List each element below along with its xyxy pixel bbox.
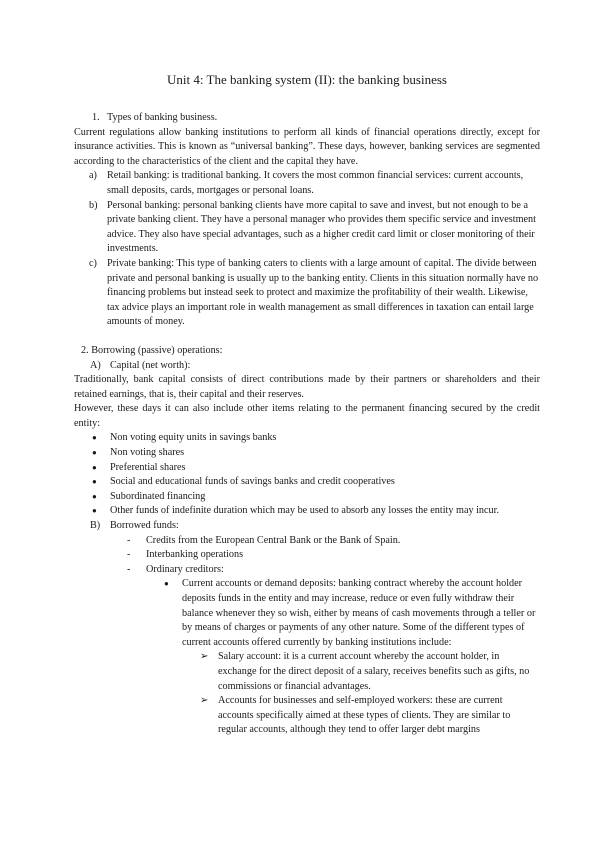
bullet-icon: ● <box>92 506 97 516</box>
list-marker: b) <box>89 199 98 211</box>
bullet-icon: ● <box>92 491 97 501</box>
dash-icon: - <box>127 549 131 561</box>
bullet-icon: ● <box>164 579 169 589</box>
list-item <box>74 461 540 476</box>
list-item <box>74 694 540 738</box>
bullet-icon: ● <box>92 448 97 458</box>
section1-intro: Current regulations allow banking institutions to perform all kinds of financial operations directly, except for insurance activities. This is known as “universal banking”. These days, however, banking services are segmented according to the characteristics of the client and the capital they have. <box>74 126 540 167</box>
section2b-marker: B) <box>90 520 101 532</box>
section2a-heading <box>74 359 540 374</box>
list-item <box>74 446 540 461</box>
list-item-text: Ordinary creditors: <box>146 563 224 575</box>
section2b-heading <box>74 519 540 534</box>
list-item-text: Non voting equity units in savings banks <box>110 432 277 444</box>
list-item <box>74 563 540 578</box>
list-item <box>74 577 540 650</box>
list-item <box>74 534 540 549</box>
section2-heading: 2. Borrowing (passive) operations: <box>81 344 223 356</box>
bullet-icon: ● <box>92 477 97 487</box>
list-item-text: Other funds of indefinite duration which may be used to absorb any losses the entity may incur. <box>110 505 500 517</box>
list-item-text: Credits from the European Central Bank or the Bank of Spain. <box>146 534 401 546</box>
dash-icon: - <box>127 563 131 575</box>
bullet-icon: ● <box>92 462 97 472</box>
list-item-text: Salary account: it is a current account whereby the account holder, in exchange for the direct deposit of a salary, receives benefits such as gifts, no commissions or financial advantages. <box>218 651 530 692</box>
list-item <box>74 431 540 446</box>
list-item-text: Preferential shares <box>110 461 186 473</box>
arrow-icon: ➢ <box>200 695 209 707</box>
arrow-icon: ➢ <box>200 651 209 663</box>
dash-icon: - <box>127 534 131 546</box>
list-item <box>74 490 540 505</box>
capital-paragraph-2: However, these days it can also include other items relating to the permanent financing secured by the credit entity: <box>74 403 540 429</box>
list-item <box>74 548 540 563</box>
list-marker: c) <box>89 257 97 269</box>
list-item <box>74 169 540 198</box>
page-title: Unit 4: The banking system (II): the banking business <box>167 72 447 87</box>
list-item <box>74 257 540 330</box>
list-item <box>74 475 540 490</box>
list-item-text: Social and educational funds of savings banks and credit cooperatives <box>110 476 395 488</box>
list-item-text: Private banking: This type of banking caters to clients with a large amount of capital. The divide between private and personal banking is usually up to the banking entity. Clients in this situation normally have no financing problems but instead seek to protect and maximize the profitability of their wealth. Likewise, tax advice plays an important role in wealth management as small differences in taxation can entail large amounts of money. <box>107 257 539 328</box>
section2a-marker: A) <box>90 359 101 371</box>
list-item <box>74 504 540 519</box>
list-marker: a) <box>89 170 97 182</box>
section2b-heading-text: Borrowed funds: <box>110 520 179 532</box>
section1-heading <box>74 111 540 126</box>
list-item-text: Subordinated financing <box>110 490 206 502</box>
list-item-text: Personal banking: personal banking clients have more capital to save and invest, but not enough to be a private banking client. They have a personal manager who provides them specific service and investment advice. They also have special advantages, such as a higher credit card limit or closer monitoring of their investments. <box>107 199 536 255</box>
list-item-text: Non voting shares <box>110 447 185 459</box>
list-item-text: Interbanking operations <box>146 549 244 561</box>
section2a-heading-text: Capital (net worth): <box>110 359 191 371</box>
list-item-text: Retail banking: is traditional banking. It covers the most common financial services: current accounts, small deposits, cards, mortgages or personal loans. <box>107 170 524 196</box>
bullet-icon: ● <box>92 433 97 443</box>
list-item-text: Current accounts or demand deposits: banking contract whereby the account holder deposits funds in the entity and may increase, reduce or even fully withdraw their balance whenever they so wish, either by means of cash movements through a teller or by means of charges or payments of any other nature. Some of the different types of current accounts offered currently by banking institutions include: <box>182 578 536 648</box>
section1-marker: 1. <box>92 112 100 123</box>
section1-heading-text: Types of banking business. <box>107 112 218 123</box>
capital-paragraph-1: Traditionally, bank capital consists of direct contributions made by their partners or shareholders and their retained earnings, that is, their capital and their reserves. <box>74 374 540 400</box>
list-item <box>74 199 540 257</box>
list-item <box>74 650 540 694</box>
list-item-text: Accounts for businesses and self-employed workers: these are current accounts specifically aimed at these types of clients. They are similar to regular accounts, although they tend to offer larger debt margins <box>218 695 511 736</box>
